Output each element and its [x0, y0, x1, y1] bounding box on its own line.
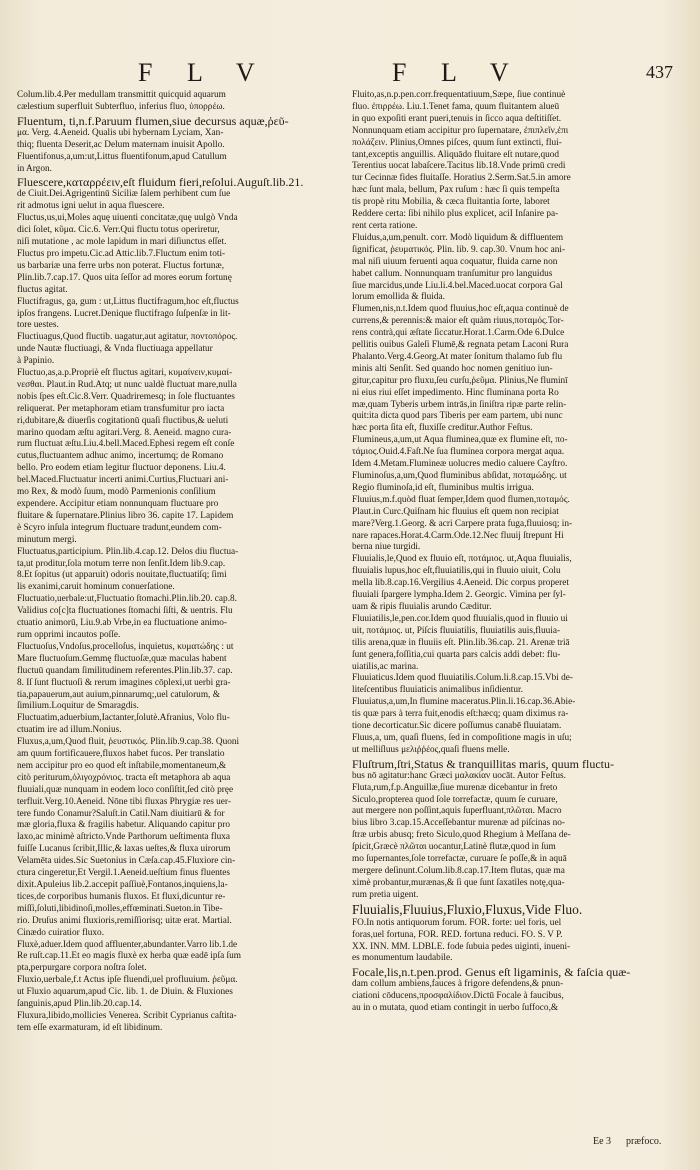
text-line: Regio fluminoſa,id eſt, fluminibus multis irrigua. — [352, 482, 534, 493]
text-line: pta,perpurgare corpora noſtra ſolet. — [17, 963, 147, 974]
text-line: reliquerat. Per metaphoram etiam transfumitur pro iacta — [17, 403, 225, 414]
text-line: Fluctuatim,aduerbium,Iactanter,ſolutè.Afranius, Volo flu- — [17, 713, 230, 724]
text-line: mo ſupernantes,ſole torrefactæ, curuare ſe poſſe,& in aquā — [352, 854, 567, 865]
text-line: tilis arena,quæ in fluuiis eſt. Plin.lib.36.cap. 21. Arenæ triā — [352, 637, 570, 648]
text-line: in Argon. — [17, 163, 52, 174]
text-line: in quo expoſiti erant pueri,tenuis in ſicco aqua deſtitiſſet. — [352, 113, 562, 124]
right-column — [352, 90, 660, 1015]
text-line: quit:ita dicta quod pars Tiberis per eam partem, ubi nunc — [352, 411, 563, 422]
text-line: ſunt genera,foſſitia,cui quarta pars calcis addi debet: flu- — [352, 649, 561, 660]
text-line: citò periturum,ὀλιγοχρόνιος. tracta eſt metaphora ab aqua — [17, 772, 231, 783]
text-line: uam & ripis fluuialis arundo Cæditur. — [352, 601, 492, 612]
text-line: liteſcentibus fluuiaticis animalibus inſidientur. — [352, 685, 523, 696]
text-line: rum opprimi incautos poſſe. — [17, 629, 121, 640]
text-line: ctuatim ire ad illum.Nonius. — [17, 725, 122, 736]
text-line: ximè probantur,murænas,& ſi que ſunt ſaxatiles notę,qua- — [352, 877, 565, 888]
text-line: ctuatio animorū, Liu.9.ab Vrbe,in ea fluctuatione animo- — [17, 618, 227, 629]
text-line: marino quodam æſtu agitari.Verg. 8. Aeneid. magno cura- — [17, 427, 232, 438]
text-line: Fluus,a, um, quaſi fluens, ſed in compoſitione magis in uſu; — [352, 732, 572, 743]
text-line: Fluxè,aduer.Idem quod affluenter,abundanter.Varro lib.1.de — [17, 939, 238, 950]
signature-mark: Ee 3 — [593, 1136, 612, 1147]
running-head-left: F L V — [138, 58, 269, 87]
catchword: præfoco. — [626, 1136, 662, 1147]
text-line: rent certa ratione. — [352, 220, 418, 231]
text-line: 8.Et ſopitus (ut apparuit) odoris nouitate,fluctuatiſq; ſimi — [17, 570, 227, 581]
text-line: ri,dubitare,& diuerſis cogitationū quaſi fluctibus,& ueluti — [17, 415, 229, 426]
text-line: mæ gloria,fluxa & fragilis habetur. Aliquando capitur pro — [17, 820, 231, 831]
text-line: lis exanimi,caruit hominum conuerſatione. — [17, 582, 175, 593]
text-line: tant,exceptis anguillis. Aliquādo fluitare eſt nutare,quod — [352, 149, 560, 160]
text-line: tione decorticatur.Sic dicere poſſumus canabē fluuiatam. — [352, 721, 562, 732]
text-line: ipſos frangens. Lucret.Denique fluctifrago ſuſpenſæ in lit- — [17, 308, 231, 319]
text-line: Velamēta uides.Sic Suetonius in Cæſa.cap.45.Fluxiore cin- — [17, 856, 236, 867]
text-line: Fluuiatilis,le,pen.cor.Idem quod fluuialis,quod in fluuio ui — [352, 613, 568, 624]
text-line: Fluta,rum,f.p.Anguillæ,ſiue murenæ dicebantur in freto — [352, 782, 558, 793]
text-line: cælestium superfluit Subterfluo, inferius fluo, ὑπορρέω. — [17, 101, 225, 112]
text-line: ſiue marcidus,unde Liu.li.4.bel.Maced.uocat corpora Gal — [352, 280, 563, 291]
text-line: Cinædo cuiratior fluxo. — [17, 927, 105, 938]
text-line: dici ſolet, κῦμα. Cic.6. Verr.Qui fluctu totus operiretur, — [17, 225, 220, 236]
text-line: Re ruſt.cap.11.Et eo magis fluxè ex herba quæ eadē ipſa ſum — [17, 951, 242, 962]
text-line: rens contrà,qui æſtate ſiccatur.Horat.1.Carm.Ode 6.Dulce — [352, 328, 565, 339]
text-line: Fluxura,libido,mollicies Venerea. Scribit Cyprianus caſtita- — [17, 1010, 237, 1021]
text-line: hæc ſunt mala, bellum, Pax ruſum : hæc ſi quis tempeſta — [352, 185, 560, 196]
text-line: mo Rex, & modò ſuum, modò Parmenionis conſilium — [17, 487, 216, 498]
text-line: Fluctus,us,ui,Moles aquę uiuenti concitatæ,quę uulgò Vnda — [17, 213, 238, 224]
text-line: au in o mutata, quod etiam contingit in uerbo ſuffoco,& — [352, 1003, 559, 1014]
text-line: de Ciuit.Dei.Agrigentinū Siciliæ ſalem perhibent cum ſue — [17, 189, 231, 200]
text-line: Nonnunquam etiam accipitur pro ſupernatare, ἐπιπλεῖν,ἐπι — [352, 125, 569, 136]
text-line: tore uestes. — [17, 320, 59, 331]
text-line: Terentius uocat labaſcere.Tacitus lib.18.Vnde primū credi — [352, 161, 566, 172]
text-line: ſignificat, ῥευματικός. Plin. lib. 9. cap.30. Vnum hoc ani- — [352, 244, 566, 255]
text-line: fluuiali,quæ nunquam in eodem loco conſiſtit,ſed citò pręe — [17, 784, 234, 795]
text-line: ni eius riui eſſet impedimento. Hinc fluminana porta Ro — [352, 387, 559, 398]
text-line: Colum.lib.4.Per medullam transmittit quicquid aquarum — [17, 90, 226, 100]
text-line: è Scyro inſula integrum fluctuare tradunt,eundem com- — [17, 522, 222, 533]
text-line: bus nō agitatur:hanc Græci μαλακίαν uocāt. Autor Feſtus. — [352, 770, 566, 781]
text-line: pellitis ouibus Galeſi Flumē,& regnata petam Laconi Rura — [352, 340, 569, 351]
text-line: tices,de corporibus humanis fluxos. Et fluxi,dicuntur re- — [17, 891, 226, 902]
text-line: Fluuialis,le,Quod ex fluuio eſt, ποτάμιος. ut,Aqua fluuialis, — [352, 554, 572, 565]
text-line: Fluctuo,as,a.p.Propriè eſt fluctus agitari, κυμαίνειν,κυμαί- — [17, 368, 233, 379]
text-line: minis alti Senſit. Sed quando hoc nomen genitiuo iun- — [352, 363, 553, 374]
text-line: fuiſſe Lucanus ſcribit,Illic,& laxas ueſtes,& fluxa uirorum — [17, 844, 231, 855]
text-line: FO.In notis antiquorum forum. FOR. forte: uel foris, uel — [352, 917, 562, 928]
text-line: ut Fluxio aquarum,apud Cic. lib. 1. de Diuin. & Fluxiones — [17, 987, 233, 998]
page-number: 437 — [646, 62, 673, 82]
text-line: Fluentum, ti,n.f.Paruum flumen,siue decursus aquæ,ῥεῦ- — [17, 113, 289, 128]
text-line: rit admotus igni uelut in aqua fluescere. — [17, 201, 165, 212]
text-line: nem accipitur pro eo quod eſt inſtabile,momentaneum,& — [17, 760, 227, 771]
text-line: μα. Verg. 4.Aeneid. Qualis ubi hybernam Lyciam, Xan- — [17, 127, 224, 138]
text-line: Fluuiatus,a,um,In flumine maceratus.Plin.li.16.cap.36.Abie- — [352, 697, 576, 708]
text-line: Fluescere,καταρρέειν,eſt fluidum fieri,reſolui.Auguſt.lib.21. — [17, 175, 304, 190]
text-line: tere fundo Conamur?Saluſt.in Catil.Nam diuitiarū & for — [17, 808, 225, 819]
text-line: πολάζειν. Plinius,Omnes piſces, quum ſunt extincti, flui- — [352, 137, 562, 148]
text-line: bello. Pro eodem etiam legitur fluctuor deponens. Liu.4. — [17, 463, 226, 474]
text-line: Fluuiaticus.Idem quod fluuiatilis.Colum.li.8.cap.15.Vbi de- — [352, 673, 574, 684]
text-line: mergere deſinunt.Colum.lib.8.cap.17.Item flutas, quæ ma — [352, 866, 565, 876]
text-line: Fluctuoſus,Vndoſus,procelloſus, inquietus, κυματώδης : ut — [17, 641, 234, 652]
text-line: expendere. Accipitur etiam nonnunquam fluctuare pro — [17, 499, 219, 509]
text-line: fluctuū quandam ſimilitudinem referentes.Plin.lib.37. cap. — [17, 665, 233, 676]
text-line: Fluctuatus,participium. Plin.lib.4.cap.12. Delos diu fluctua- — [17, 546, 239, 557]
text-line: fluitare & ſupernatare.Plinius libro 36. capite 17. Lapidem — [17, 510, 234, 521]
text-line: ſtræ urbis abusq; freto Siculo,quod Rhegium à Meſſana de- — [352, 830, 571, 841]
text-line: ta,ut proditur,ſola motum terre non ſenſit.Idem lib.9.cap. — [17, 558, 226, 569]
page-footer — [593, 1136, 661, 1147]
text-line: hæc porta ſita eſt, fluxiſſe creditur.Author Feſtus. — [352, 423, 533, 434]
text-line: berna niue turgidi. — [352, 542, 421, 553]
text-line: Phalanto.Verg.4.Georg.At mater ſonitum thalamo ſub flu — [352, 351, 563, 362]
text-line: Fluminoſus,a,um,Quod fluminibus abſidat, ποταμώδης. ut — [352, 471, 567, 481]
text-line: mal niſi uiuum feruenti aqua coquatur, fluida carne non — [352, 256, 558, 267]
text-line: Mare fluctuoſum.Gemmę fluctuoſæ,quæ maculas habent — [17, 653, 227, 664]
text-line: Focale,lis,n.t.pen.prod. Genus eſt ligaminis, & faſcia quæ- — [352, 965, 631, 980]
text-line: ſpicit,Græcè πλῶται uocantur,Latinè flutæ,quod in ſum — [352, 842, 556, 853]
text-line: miſſi,ſoluti,libidinoſi,molles,effœminati.Sueton.in Tibe- — [17, 903, 223, 914]
text-line: Reddere certa: ſibi nihilo plus explicet, aciI Inſanire pa- — [352, 209, 559, 220]
text-line: à Papinio. — [17, 356, 55, 367]
text-line: bius libro 3.cap.15.Acceſſebantur murenæ ad piſcinas no- — [352, 818, 565, 829]
text-line: gitur,capitur pro fluxu,ſeu curſu,ῥεῦμα. Plinius,Ne fluminī — [352, 375, 568, 386]
text-line: us barbariæ una ferre urbs non poterat. Fluctus fortunæ, — [17, 260, 225, 271]
text-line: rum pretia uigent. — [352, 889, 419, 900]
text-line: tis quæ pars à terra fuit,enodis eſt:hæcq; quam diximus ra- — [352, 709, 569, 720]
text-line: τάμιος.Ouid.4.Faſt.Ne ſua fluminea corpora mergat aqua. — [352, 447, 565, 458]
text-line: bel.Maced.Fluctuatur incerti animi.Curtius,Fluctuari ani- — [17, 475, 229, 486]
text-line: terfluit.Verg.10.Aeneid. Nōne tibi fluxas Phrygiæ res uer- — [17, 796, 231, 807]
text-line: tia,papauerum,aut auium,pinnarumq;,uel catulorum, & — [17, 689, 220, 700]
text-line: Fluidus,a,um,penult. corr. Modò liquidum & diffluentem — [352, 232, 564, 243]
text-line: dixit.Apuleius lib.2.accepit paſſiuè,Fontanos,inquiens,la- — [17, 880, 228, 890]
text-line: uiatilis,ac marina. — [352, 661, 419, 672]
text-line: fluo. ἐπιρρέω. Liu.1.Tenet fama, quum fluitantem alueū — [352, 101, 560, 112]
text-line: aut mergere non poſſint,aquis ſuperfluant,πλῶται. Macro — [352, 806, 562, 817]
text-line: Fluſtrum,ſtri,Status & tranquillitas maris, quum fluctu- — [352, 756, 614, 771]
text-line: tis propè ritu Mobilia, & cæca fluitantia ſorte, laboret — [352, 197, 550, 208]
running-head-right: F L V — [392, 58, 523, 87]
text-line: Fluctifragus, ga, gum : ut,Littus fluctifragum,hoc eſt,fluctus — [17, 296, 239, 307]
text-line: Fluito,as,n.p.pen.corr.frequentatiuum,Sæpe, ſiue continuè — [352, 90, 566, 100]
text-line: currens,& perennis:& maior eſt quàm riuus,ποταμός.Tor- — [352, 316, 564, 327]
text-line: XX. INN. MM. LDBLE. fode ſubuia pedes uiginti, inueni- — [352, 941, 571, 952]
text-line: niſi mutatione , ac mole lapidum in mari diſiunctus eſſet. — [17, 237, 227, 248]
text-line: Plin.lib.7.cap.17. Quos uita ſeſſor ad mores eorum fortunę — [17, 272, 232, 283]
text-line: ſimilium.Loquitur de Smaragdis. — [17, 701, 139, 712]
text-line: mæ,quam Tyberis urbem intrās,in ſiniſtra ripæ parte relin- — [352, 399, 567, 410]
text-line: Flumineus,a,um,ut Aqua fluminea,quæ ex flumine eſt, πο- — [352, 435, 568, 446]
text-line: Fluxus,a,um,Quod fluit, ῥευστικός. Plin.lib.9.cap.38. Quoni — [17, 737, 240, 748]
text-line: ut melliſluus μελιῤῥέος,quaſi fluens melle. — [352, 744, 510, 755]
text-line: Fluctuatio,uerbale:ut,Fluctuatio ſtomachi.Plin.lib.20. cap.8. — [17, 594, 237, 605]
text-line: minutum mergi. — [17, 534, 77, 545]
text-line: laxo,ac minimè aſtricto.Vnde Parthorum ueſtimenta fluxa — [17, 832, 230, 843]
text-line: Fluuius,m.f.quòd fluat ſemper,Idem quod flumen,ποταμός. — [352, 494, 570, 505]
text-line: dam collum ambiens,fauces à frigore defendens,& pnun- — [352, 979, 564, 990]
text-line: tur Cecinnæ fides fluitaſſe. Horatius 2.Serm.Sat.5.in amore — [352, 173, 571, 184]
text-line: tem eſſe exarmaturam, id eſt libidinum. — [17, 1022, 163, 1033]
text-line: Fluctiuagus,Quod fluctib. uagatur,aut agitatur, ποντοπόρος. — [17, 332, 238, 343]
text-line: nare rapaces.Horat.4.Carm.Ode.12.Nec fluuij ſtrepunt Hi — [352, 530, 564, 541]
text-line: mella lib.8.cap.16.Vergilius 4.Aeneid. Dic corpus properet — [352, 578, 569, 589]
text-line: 8. Iſ ſunt fluctuoſi & rerum imagines cōplexi,ut uerbi gra- — [17, 677, 231, 688]
text-line: Siculo,propterea quod ſole torrefactæ, quum ſe curuare, — [352, 794, 558, 805]
text-line: rio. Druſus animi fluxioris,remiſſiorisq; uitæ erat. Martial. — [17, 915, 232, 926]
text-line: Plaut.in Curc.Quiſnam hic fluuius eſt quem non recipiat — [352, 506, 559, 517]
text-line: unde Nautæ fluctiuagi, & Vnda fluctiuaga appellatur — [17, 344, 213, 355]
text-line: Flumen,nis,n.t.Idem quod fluuius,hoc eſt,aqua continuè de — [352, 304, 569, 315]
text-line: thiq; fluenta Deserit,ac Delum maternam inuisit Apollo. — [17, 139, 225, 150]
text-line: Fluctus pro impetu.Cic.ad Attic.lib.7.Fluctum enim toti- — [17, 248, 226, 259]
text-line: νεσθαι. Plaut.in Rud.Atq; ut nunc ualdè fluctuat mare,nulla — [17, 379, 237, 390]
text-line: habet callum. Nonnunquam tranſumitur pro languidus — [352, 268, 553, 279]
text-line: ſanguinis,apud Plin.lib.20.cap.14. — [17, 999, 142, 1010]
left-column — [17, 90, 325, 1035]
text-line: Fluxio,uerbale,f.t Actus ipſe fluendi,uel profluuium. ῥεῦμα. — [17, 975, 238, 986]
text-line: lorum emollida & fluida. — [352, 292, 445, 303]
text-line: foras,uel fortuna, FOR. RED. fortuna reduci. FO. S. V P. — [352, 929, 563, 940]
text-line: nobis ſpes eſt.Cic.8.Verr. Quadriremesq; in ſole fluctuantes — [17, 391, 235, 402]
text-line: fluuiali ſpargere lympha.Idem 2. Georgic. Vimina per ſyl- — [352, 590, 566, 601]
text-line: rum fluctuat æſtu.Liu.4.bell.Maced.Ephesi regem eſt conſe — [17, 439, 235, 450]
text-line: Fluuialis,Fluuius,Fluxio,Fluxus,Vide Fluo. — [352, 901, 583, 917]
text-line: mare?Verg.1.Georg. & acri Carpere prata fuga,fluuiosq; in- — [352, 518, 573, 529]
text-line: ctura cingeretur,Et Vergil.1.Aeneid.ueſtium finus fluentes — [17, 868, 231, 879]
text-line: am quum fortificauere,fluxos habet fucos. Per translatio — [17, 749, 225, 760]
text-line: ciationi cōducens,προσφαλίδιον.Dictū Focale à faucibus, — [352, 991, 564, 1002]
text-line: Fluentifonus,a,um:ut,Littus fluentifonum,apud Catullum — [17, 151, 227, 162]
text-line: Idem 4.Metam.Flumineæ uolucres medio caluere Cayſtro. — [352, 459, 568, 470]
text-line: cutus,fluctuantem adhuc animo, incertumq; de Romano — [17, 451, 224, 462]
text-line: Validius co[c]ta fluctuationes ſtomachi ſiſti, & uentris. Flu — [17, 606, 233, 617]
text-line: es monumentum laudabile. — [352, 953, 453, 964]
text-line: uit, ποτάμιος. ut, Piſcis fluuiatilis, fluuiatilis auis,fluuia- — [352, 625, 561, 636]
text-line: fluuialis lupus,hoc eſt,fluuiatilis,qui in fluuio uiuit, Colu — [352, 566, 561, 577]
text-line: fluctus agitat. — [17, 284, 68, 295]
